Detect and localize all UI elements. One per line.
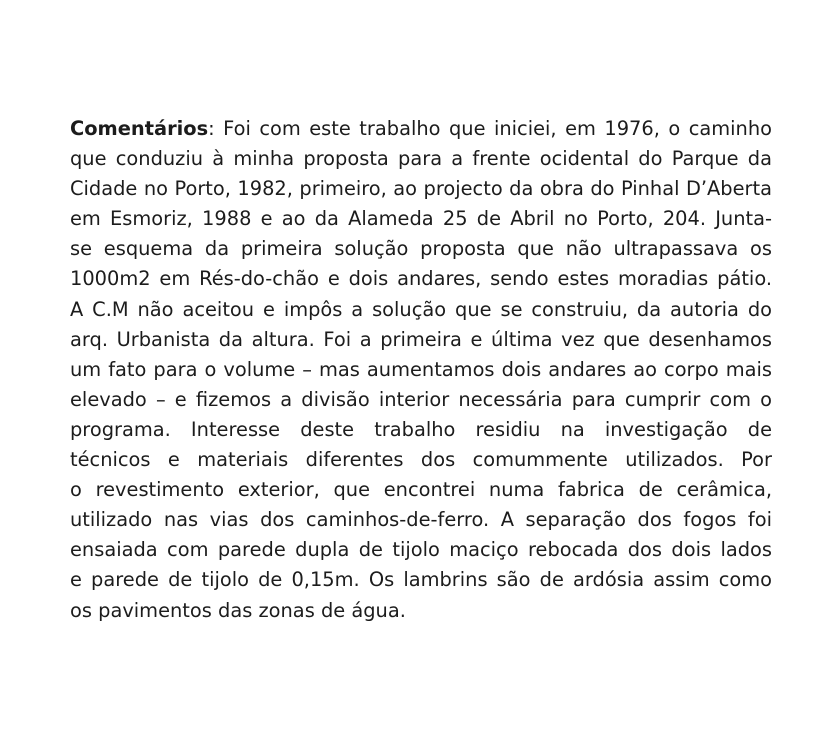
text-line-17: os pavimentos das zonas de água.: [70, 598, 406, 622]
text-line-7: A C.M não aceitou e impôs a solução que se construiu, da autoria do: [70, 297, 772, 321]
comment-paragraph: [70, 114, 772, 626]
comment-heading: Comentários: [70, 117, 209, 140]
text-line-5: se esquema da primeira solução proposta que não ultrapassava os: [70, 237, 772, 261]
text-line-12: técnicos e materiais diferentes dos comummente utilizados. Por: [70, 448, 772, 472]
text-line-14: utilizado nas vias dos caminhos-de-ferro. A separação dos fogos foi: [70, 508, 772, 532]
text-line-13: o revestimento exterior, que encontrei numa fabrica de cerâmica,: [70, 478, 772, 502]
text-line-2: que conduziu à minha proposta para a frente ocidental do Parque da: [70, 147, 772, 171]
text-line-3: Cidade no Porto, 1982, primeiro, ao projecto da obra do Pinhal D’Aberta: [70, 177, 772, 201]
text-line-15: ensaiada com parede dupla de tijolo maciço rebocada dos dois lados: [70, 538, 772, 562]
text-line-10: elevado – e fizemos a divisão interior necessária para cumprir com o: [70, 387, 772, 411]
text-line-9: um fato para o volume – mas aumentamos dois andares ao corpo mais: [70, 357, 772, 381]
text-line-6: 1000m2 em Rés-do-chão e dois andares, sendo estes moradias pátio.: [70, 267, 772, 291]
text-line-1: [70, 114, 772, 144]
text-line-1-body: : Foi com este trabalho que iniciei, em 1976, o caminho: [208, 117, 772, 140]
text-line-4: em Esmoriz, 1988 e ao da Alameda 25 de Abril no Porto, 204. Junta-: [70, 207, 772, 231]
text-line-11: programa. Interesse deste trabalho residiu na investigação de: [70, 417, 772, 441]
text-line-8: arq. Urbanista da altura. Foi a primeira e última vez que desenhamos: [70, 327, 772, 351]
text-line-16: e parede de tijolo de 0,15m. Os lambrins são de ardósia assim como: [70, 568, 772, 592]
